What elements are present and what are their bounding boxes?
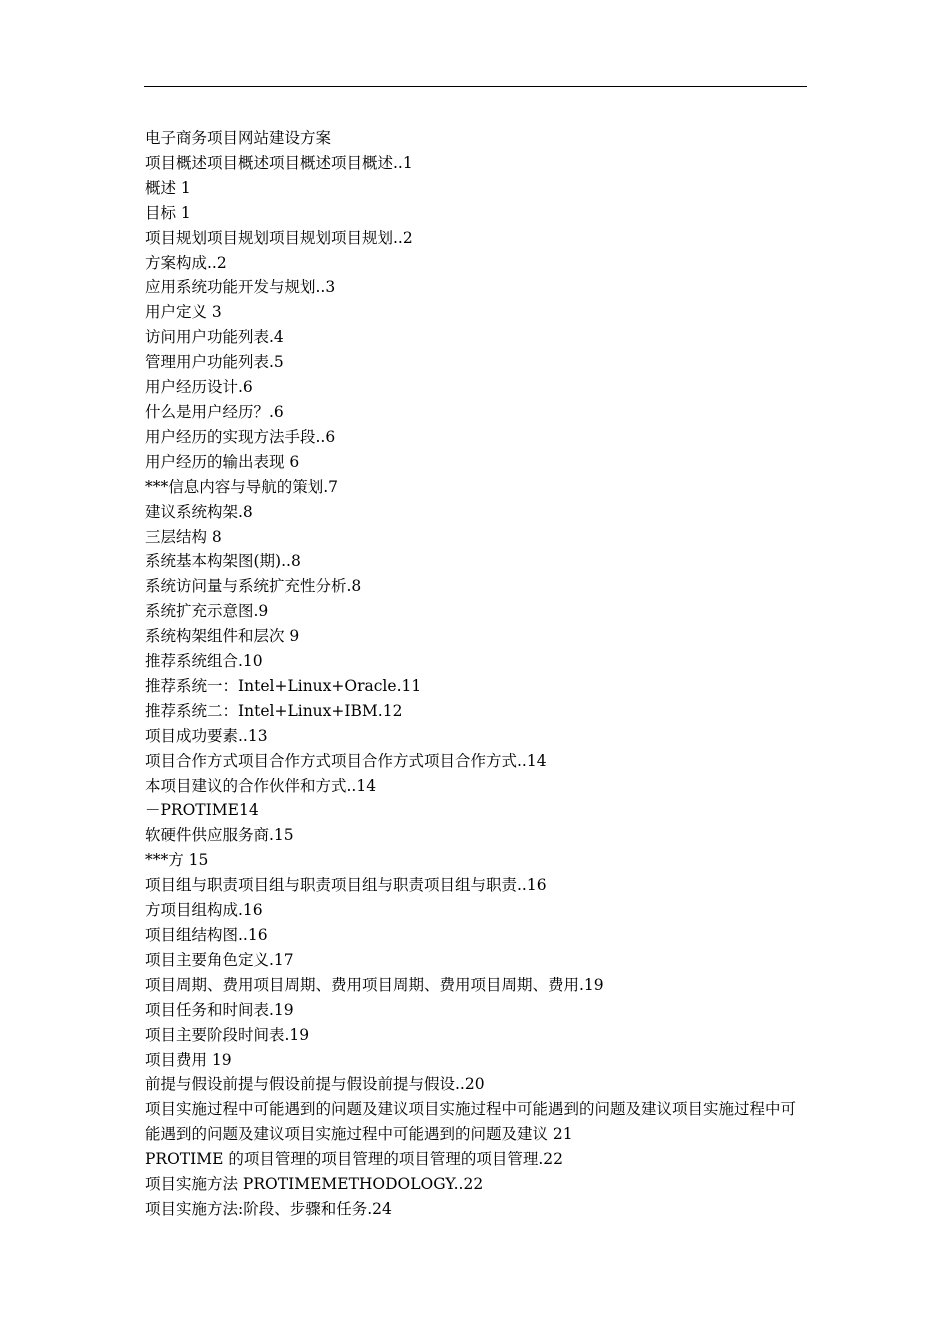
toc-entry: 三层结构 8 — [145, 527, 222, 546]
toc-entry: 用户经历的实现方法手段..6 — [145, 427, 336, 446]
toc-entry: 项目主要角色定义.17 — [145, 950, 294, 969]
document-title: 电子商务项目网站建设方案 — [145, 129, 332, 147]
toc-entry: 项目组结构图..16 — [145, 926, 268, 944]
header-rule — [144, 86, 807, 87]
toc-entry: 管理用户功能列表.5 — [145, 353, 284, 372]
toc-entry: 项目任务和时间表.19 — [145, 1000, 294, 1019]
toc-entry: 方项目组构成.16 — [145, 901, 263, 920]
toc-entry: 项目规划项目规划项目规划项目规划..2 — [145, 228, 413, 247]
toc-entry: 系统扩充示意图.9 — [145, 602, 269, 621]
toc-entry: 系统基本构架图(期)..8 — [145, 552, 301, 571]
toc-entry: 推荐系统二：Intel+Linux+IBM.12 — [145, 701, 403, 720]
toc-entry: 项目概述项目概述项目概述项目概述..1 — [145, 153, 413, 172]
toc-entry: 系统访问量与系统扩充性分析.8 — [145, 577, 362, 596]
toc-entry: ***方 15 — [145, 851, 209, 870]
toc-entry: 访问用户功能列表.4 — [145, 328, 284, 347]
toc-entry: 项目实施方法:阶段、步骤和任务.24 — [145, 1199, 392, 1218]
toc-entry: 项目实施过程中可能遇到的问题及建议项目实施过程中可能遇到的问题及建议项目实施过程中可能遇到的问题及建议项目实施过程中可能遇到的问题及建议 21 — [145, 1100, 797, 1144]
toc-entry: 本项目建议的合作伙伴和方式..14 — [145, 776, 377, 795]
toc-entry: 前提与假设前提与假设前提与假设前提与假设..20 — [145, 1075, 485, 1094]
toc-entry: PROTIME 的项目管理的项目管理的项目管理的项目管理.22 — [145, 1150, 564, 1169]
toc-entry: 建议系统构架.8 — [145, 502, 253, 521]
toc-entry: 用户定义 3 — [145, 303, 222, 322]
toc-entry: 用户经历的输出表现 6 — [145, 452, 300, 471]
toc-entry: 系统构架组件和层次 9 — [145, 627, 300, 646]
toc-entry: 项目合作方式项目合作方式项目合作方式项目合作方式..14 — [145, 751, 547, 770]
toc-entry: ***信息内容与导航的策划.7 — [145, 477, 339, 496]
toc-entry: 什么是用户经历？.6 — [145, 402, 284, 421]
toc-entry: 目标 1 — [145, 203, 191, 222]
toc-entry: 应用系统功能开发与规划..3 — [145, 278, 336, 297]
toc-entry: 软硬件供应服务商.15 — [145, 826, 294, 845]
toc-entry: 项目主要阶段时间表.19 — [145, 1025, 310, 1044]
toc-entry: 推荐系统一：Intel+Linux+Oracle.11 — [145, 676, 422, 695]
toc-entry: 项目周期、费用项目周期、费用项目周期、费用项目周期、费用.19 — [145, 975, 604, 994]
toc-entry: －PROTIME14 — [145, 801, 259, 820]
toc-entry: 概述 1 — [145, 178, 191, 197]
toc-entry: 项目实施方法 PROTIMEMETHODOLOGY..22 — [145, 1175, 484, 1194]
toc-entry: 方案构成..2 — [145, 253, 227, 272]
toc-entry: 用户经历设计.6 — [145, 378, 253, 397]
toc-entry: 推荐系统组合.10 — [145, 652, 263, 671]
toc-entry: 项目成功要素..13 — [145, 726, 268, 745]
toc-entry: 项目费用 19 — [145, 1050, 232, 1069]
toc-entry: 项目组与职责项目组与职责项目组与职责项目组与职责..16 — [145, 876, 547, 895]
table-of-contents — [145, 126, 810, 1222]
